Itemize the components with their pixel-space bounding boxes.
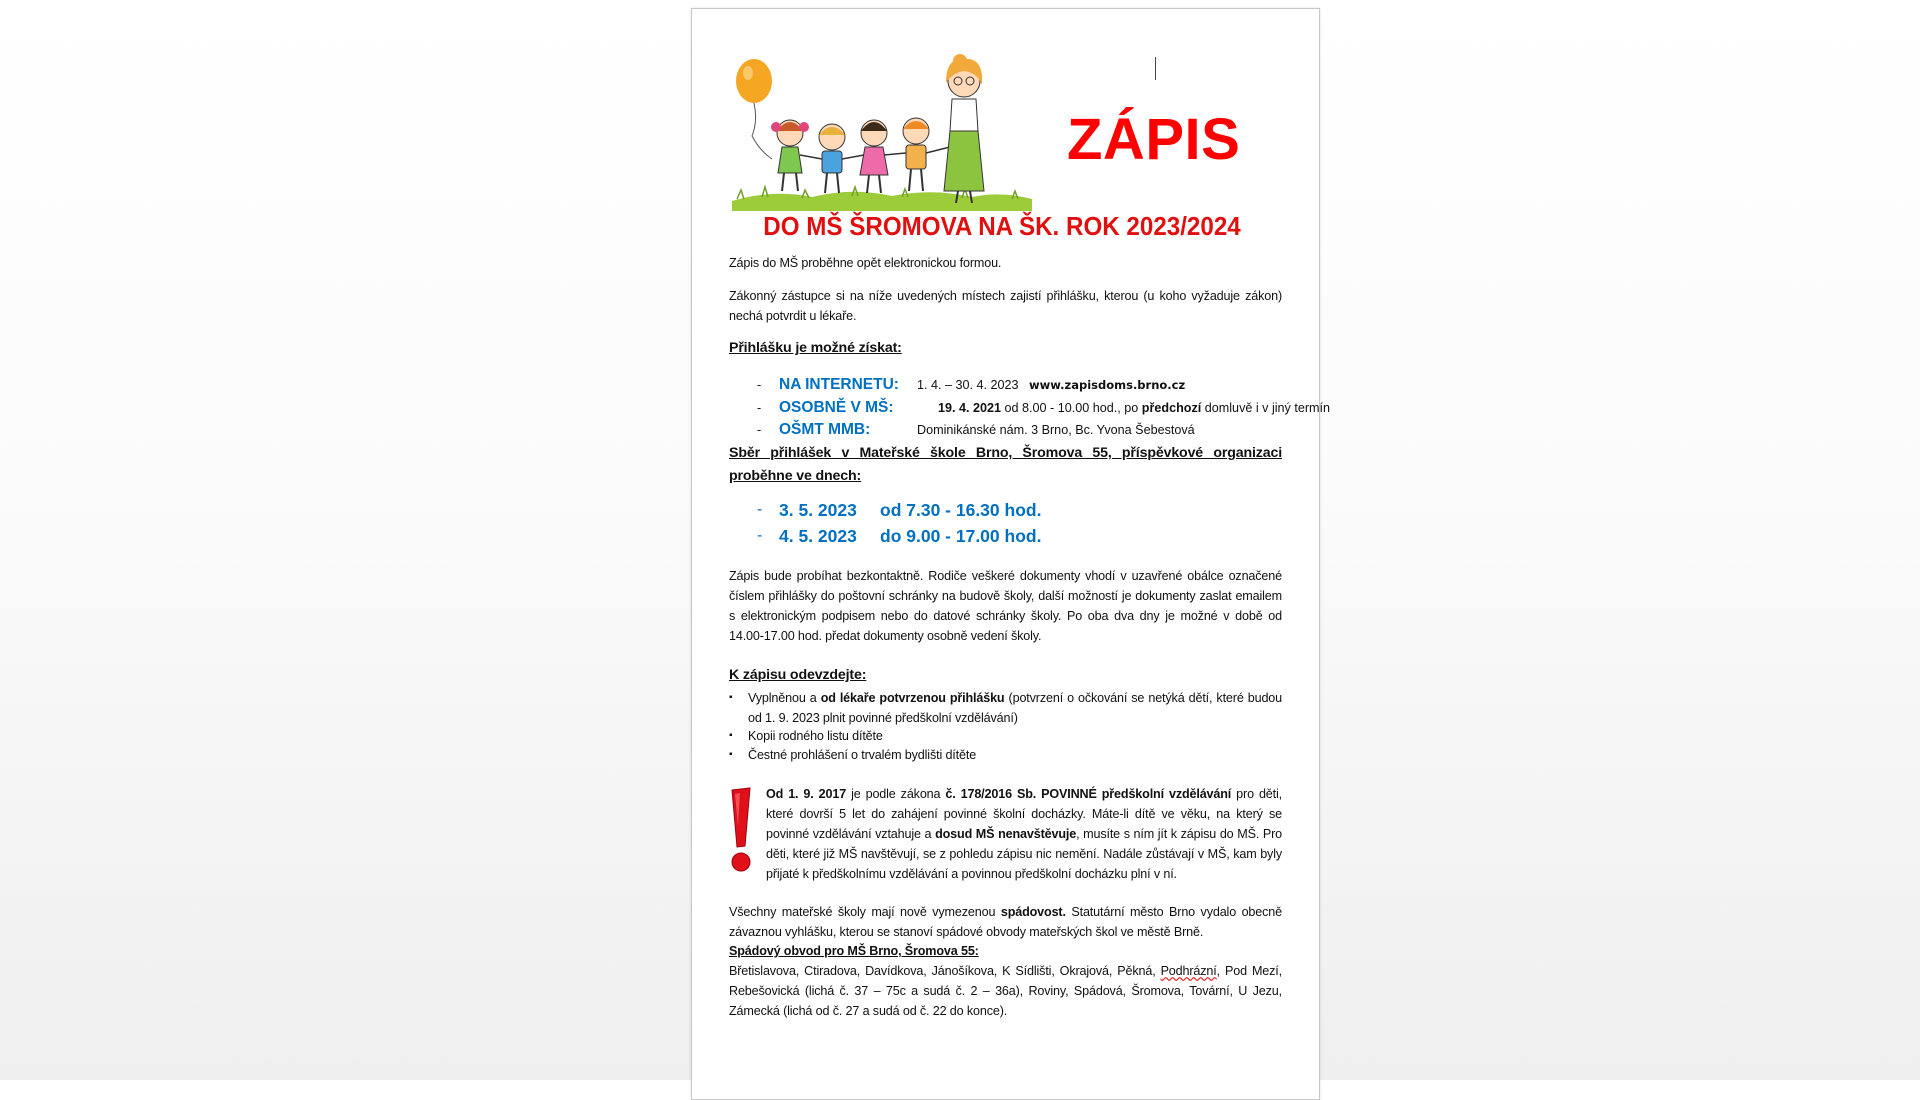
paragraph-text: Všechny mateřské školy mají nově vymezenou <box>729 905 1001 919</box>
document-subtitle: DO MŠ ŠROMOVA NA ŠK. ROK 2023/2024 <box>763 211 1241 241</box>
collection-date: 4. 5. 2023 <box>779 525 857 546</box>
bullet-marker: ▪ <box>729 730 733 741</box>
item-text: Vyplněnou a <box>748 691 821 705</box>
streets-text: , Pod Mezí, Rebešovická (lichá č. 37 – 75c a sudá č. 2 – 36a), Roviny, Spádová, Šromova, Tovární, U Jezu, Zámecká (lichá od č. 27 a sudá od č. 22 do konce). <box>729 964 1283 1018</box>
collection-time: do 9.00 - 17.00 hod. <box>880 525 1042 546</box>
streets-text-spellcheck: Podhrázní <box>1160 964 1217 978</box>
heading-application: Přihlášku je možné získat: <box>729 340 902 356</box>
paragraph-contactless: Zápis bude probíhat bezkontaktně. Rodiče veškeré dokumenty vhodí v uzavřené obálce označené číslem přihlášky do poštovní schránky na budově školy, další možností je dokumenty zaslat emailem s elektronickým podpisem nebo do datové schránky školy. Po oba dva dny je možné v době od 14.00-17.00 hod. předat dokumenty osobně vedení školy. <box>729 569 1282 643</box>
list-item <box>729 688 1282 728</box>
list-item <box>729 397 1330 419</box>
dash-marker: - <box>757 501 763 518</box>
document-page <box>691 8 1331 1100</box>
notice-text-bold: č. 178/2016 Sb. POVINNÉ předškolní vzdělávání <box>945 787 1232 801</box>
dash-marker: - <box>757 527 763 544</box>
notice-mandatory-education <box>766 784 1282 884</box>
item-text: Čestné prohlášení o trvalém bydlišti dítěte <box>748 748 977 762</box>
exclamation-icon <box>728 786 754 876</box>
paragraph-text-bold: spádovost. <box>1000 905 1066 919</box>
notice-text-bold: dosud MŠ nenavštěvuje <box>935 827 1077 841</box>
notice-text: je podle zákona <box>846 787 946 801</box>
item-text: Kopii rodného listu dítěte <box>748 729 883 743</box>
heading-catchment: Spádový obvod pro MŠ Brno, Šromova 55: <box>729 944 979 958</box>
paragraph-streets <box>729 961 1282 1021</box>
collection-time: od 7.30 - 16.30 hod. <box>880 499 1042 520</box>
list-item <box>729 523 1041 549</box>
channel-detail: od 8.00 - 10.00 hod., po <box>1001 401 1142 415</box>
notice-text-bold: Od 1. 9. 2017 <box>766 787 847 801</box>
channel-url: www.zapisdoms.brno.cz <box>1029 378 1186 392</box>
dash-marker: - <box>757 423 762 437</box>
dash-marker: - <box>757 401 762 415</box>
item-text-bold: od lékaře potvrzenou přihlášku <box>820 691 1005 705</box>
streets-text: Břetislavova, Ctiradova, Davídkova, Jánošíkova, K Sídlišti, Okrajová, Pěkná, <box>729 964 1161 978</box>
text-cursor <box>1155 57 1156 80</box>
channel-detail: Dominikánské nám. 3 Brno, Bc. Yvona Šebestová <box>917 423 1195 437</box>
dash-marker: - <box>757 378 762 392</box>
bullet-marker: ▪ <box>729 749 733 760</box>
channel-label: NA INTERNETU: <box>779 376 899 393</box>
heading-collection: Sběr přihlášek v Mateřské škole Brno, Šromova 55, příspěvkové organizaci proběhne ve dnech: <box>729 445 1282 484</box>
item-text: (potvrzení o očkování se netýká dětí, které budou od 1. 9. 2023 plnit povinné předškolní vzdělávání) <box>748 691 1283 725</box>
list-item <box>729 419 1195 441</box>
channel-date: 1. 4. – 30. 4. 2023 <box>917 378 1019 392</box>
collection-date: 3. 5. 2023 <box>779 499 857 520</box>
channel-label: OSOBNĚ V MŠ: <box>779 399 894 416</box>
paragraph-intro: Zápis do MŠ proběhne opět elektronickou formou. <box>729 256 1002 270</box>
paragraph-legal-guardian: Zákonný zástupce si na níže uvedených místech zajistí přihlášku, kterou (u koho vyžaduje zákon) nechá potvrdit u lékaře. <box>729 289 1282 323</box>
list-item <box>729 745 1282 765</box>
notice-text: pro děti, které dovrší 5 let do zahájení povinné školní docházky. Máte-li dítě ve věku, na který se povinné vzdělávání vztahuje a <box>766 787 1283 841</box>
document-title: ZÁPIS <box>1067 107 1241 172</box>
channel-label: OŠMT MMB: <box>779 421 871 438</box>
bullet-marker: ▪ <box>729 692 733 703</box>
list-item <box>729 497 1041 523</box>
channel-detail-bold: předchozí <box>1141 401 1202 415</box>
balloon-icon <box>736 59 772 159</box>
heading-submit: K zápisu odevzdejte: <box>729 667 867 683</box>
children-with-teacher-illustration <box>732 51 1032 211</box>
paragraph-text: Statutární město Brno vydalo obecně závaznou vyhlášku, kterou se stanoví spádové obvody mateřských škol ve městě Brně. <box>729 905 1282 939</box>
paragraph-catchment <box>729 902 1282 942</box>
channel-date: 19. 4. 2021 <box>938 401 1002 415</box>
list-item <box>729 726 1282 746</box>
notice-text: , musíte s ním jít k zápisu do MŠ. Pro děti, které již MŠ navštěvují, se z pohledu zápisu nic nemění. Nadále zůstávají v MŠ, kam byly přijaté k předškolnímu vzdělávání a povinnou předškolní docházku plní v ní. <box>766 827 1282 881</box>
channel-detail: domluvě i v jiný termín <box>1201 401 1331 415</box>
